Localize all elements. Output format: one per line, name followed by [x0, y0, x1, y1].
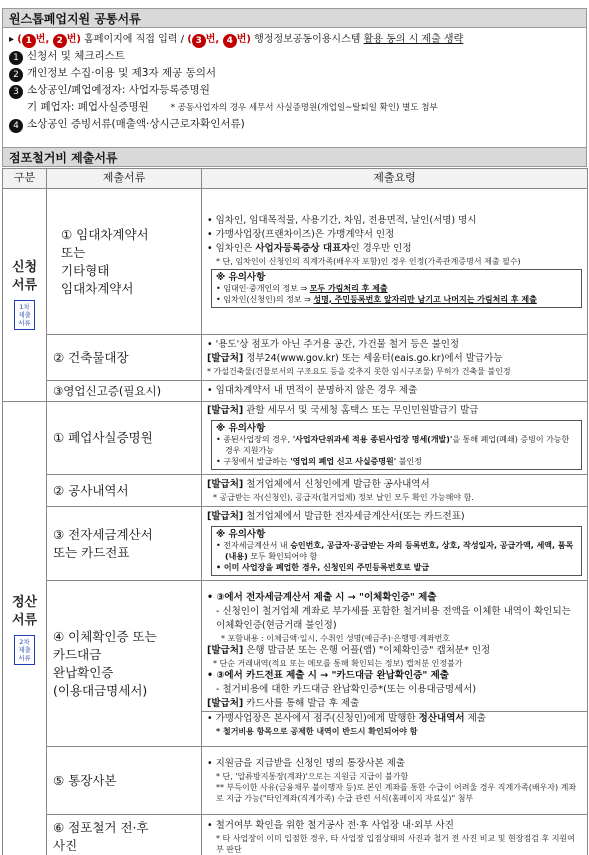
common-item-3b: 기 폐업자: 폐업사실증명원 * 공동사업자의 경우 세무서 사실증명원(개업일~탈퇴일 확인) 별도 첨부	[27, 101, 438, 113]
table-row	[3, 381, 588, 402]
demolition-documents-table	[2, 168, 588, 855]
common-item-4: 4 소상공인 증빙서류(매출액·상시근로자확인서류)	[9, 116, 580, 133]
table-header-row	[3, 169, 588, 189]
guide-tax-invoice: [발급처] 철거업체에서 발급한 전자세금계산서(또는 카드전표) ※ 유의사항 • 전자세금계산서 내 승인번호, 공급자·공급받는 자의 등록번호, 상호, 작성일자, 공급가액, 세액, 품목(내용) 모두 확인되어야 함 • 이미 사업장을 폐업한 경우, 신청인의 주민등록번호로 발급	[202, 507, 588, 581]
doc-store-photos: ⑥ 점포철거 전·후 사진	[47, 815, 202, 855]
doc-building-register: ② 건축물대장	[47, 335, 202, 381]
number-4-icon: 4	[223, 34, 237, 48]
doc-tax-invoice: ③ 전자세금계산서 또는 카드전표	[47, 507, 202, 581]
guide-transfer-confirmation: • ③에서 전자세금계산서 제출 시 → "이체확인증" 제출 - 신청인이 철거업체 계좌로 부가세를 포함한 철거비용 전액을 이체한 내역이 확인되는 이체확인증(현금거래 불인정) * 포함내용 : 이체금액·일시, 수취인 성명(예금주)·은행명·계좌번호 [발급처] 은행 발급분 또는 은행 어플(앱) "이체확인증" 캡처분* 인정 * 단순 거래내역(적요 또는 메모를 통해 확인되는 정보) 캡처분 인정불가 • ③에서 카드전표 제출 시 → "카드대금 완납확인증" 제출 - 철거비용에 대한 카드대금 완납확인증*(또는 이용대금명세서) [발급처] 카드사를 통해 발급 후 제출 • 가맹사업장은 본사에서 점주(신청인)에게 발행한 정산내역서 제출 * 철거비용 항목으로 공제한 내역이 반드시 확인되어야 함	[202, 581, 588, 747]
section1-title: 원스톱폐업지원 공통서류	[2, 8, 587, 28]
badge-second-submit: 2차 제출 서류	[14, 635, 35, 665]
table-row	[3, 507, 588, 581]
section2-title: 점포철거비 제출서류	[2, 147, 587, 167]
number-1-icon: 1	[22, 34, 36, 48]
guide-store-photos: • 철거여부 확인을 위한 철거공사 전·후 사업장 내·외부 사진 * 타 사업장이 이미 입점한 경우, 타 사업장 입점상태의 사진과 철거 전 사진 비교 및 현장점검 후 지원여부 판단	[202, 815, 588, 855]
common-documents-box	[2, 28, 587, 150]
table-row	[3, 335, 588, 381]
number-2-icon: 2	[9, 68, 23, 82]
item3-note: * 공동사업자의 경우 세무서 사실증명원(개업일~탈퇴일 확인) 별도 첨부	[170, 103, 438, 113]
table-row	[3, 189, 588, 335]
header-guide: 제출요령	[202, 169, 588, 189]
guide-bankbook-copy: • 지원금을 지급받을 신청인 명의 통장사본 제출 * 단, '압류방지통장(계좌)'으로는 지원금 지급이 불가함 ** 부득이한 사유(금융채무 불이행자 등)로 본인 계좌를 통한 수급이 어려울 경우 직계가족(배우자) 계좌로 지급 가능("타인계좌(직계가족) 수급 관련 서식(홈페이지 자료실)" 첨부	[202, 747, 588, 815]
guide-lease-contract: • 임차인, 임대목적물, 사용기간, 차임, 전용면적, 날인(서명) 명시 • 가맹사업장(프랜차이즈)은 가맹계약서 인정 • 임차인은 사업자등록증상 대표자인 경우만 인정 * 단, 임차인이 신청인의 직계가족(배우자 포함)인 경우 인정(가족관계증명서 제출 필수) ※ 유의사항 • 임대인·중개인의 정보 ⇒ 모두 가림처리 후 제출 • 임차인(신청인)의 정보 ⇒ 성명, 주민등록번호 앞자리만 남기고 나머지는 가림처리 후 제출	[202, 189, 588, 335]
number-3-icon: 3	[192, 34, 206, 48]
intro-red-2: ( 3 번, 4 번)	[187, 34, 251, 46]
guide-construction-statement: [발급처] 철거업체에서 신청인에게 발급한 공사내역서 * 공급받는 자(신청인), 공급자(철거업체) 정보 날인 모두 확인 가능해야 함.	[202, 475, 588, 507]
doc-bankbook-copy: ⑤ 통장사본	[47, 747, 202, 815]
table-row	[3, 815, 588, 855]
common-item-1: 1 신청서 및 체크리스트	[9, 48, 580, 65]
doc-transfer-confirmation: ④ 이체확인증 또는 카드대금 완납확인증 (이용대금명세서)	[47, 581, 202, 747]
intro-line	[9, 32, 580, 48]
intro-red-1: ( 1 번, 2 번)	[17, 34, 81, 46]
caution-box-closure: ※ 유의사항 • 종된사업장의 경우, '사업자단위과세 적용 종된사업장 명세(개발)'을 통해 폐업(폐쇄) 증빙이 가능한 경우 지원가능 • 구청에서 발급하는 '영업의 폐업 신고 사실증명원' 불인정	[211, 420, 582, 470]
triangle-icon: ▸	[9, 34, 15, 45]
caution-box-invoice: ※ 유의사항 • 전자세금계산서 내 승인번호, 공급자·공급받는 자의 등록번호, 상호, 작성일자, 공급가액, 세액, 품목(내용) 모두 확인되어야 함 • 이미 사업장을 폐업한 경우, 신청인의 주민등록번호로 발급	[211, 526, 582, 576]
header-document: 제출서류	[47, 169, 202, 189]
number-1-icon: 1	[9, 51, 23, 65]
table-row	[3, 475, 588, 507]
header-category: 구분	[3, 169, 47, 189]
caution-box-lease: ※ 유의사항 • 임대인·중개인의 정보 ⇒ 모두 가림처리 후 제출 • 임차인(신청인)의 정보 ⇒ 성명, 주민등록번호 앞자리만 남기고 나머지는 가림처리 후 제출	[211, 269, 582, 308]
guide-closure-certificate: [발급처] 관할 세무서 및 국세청 홈택스 또는 무인민원발급기 발급 ※ 유의사항 • 종된사업장의 경우, '사업자단위과세 적용 종된사업장 명세(개발)'을 통해 폐업(폐쇄) 증빙이 가능한 경우 지원가능 • 구청에서 발급하는 '영업의 폐업 신고 사실증명원' 불인정	[202, 402, 588, 475]
doc-closure-certificate: ① 폐업사실증명원	[47, 402, 202, 475]
number-2-icon: 2	[53, 34, 67, 48]
guide-business-report: • 임대차계약서 내 면적이 분명하지 않은 경우 제출	[202, 381, 588, 402]
category-application: 신청 서류 1차 제출 서류	[3, 189, 47, 402]
table-row	[3, 747, 588, 815]
common-item-2: 2 개인정보 수집·이용 및 제3자 제공 동의서	[9, 65, 580, 82]
number-3-icon: 3	[9, 85, 23, 99]
intro-text-1: 홈페이지에 직접 입력 /	[80, 34, 188, 45]
intro-text-3: 활용 동의 시 제출 생략	[363, 34, 464, 45]
category-settlement: 정산 서류 2차 제출 서류	[3, 402, 47, 855]
common-item-3: 3 소상공인/폐업예정자: 사업자등록증명원	[9, 82, 580, 99]
badge-first-submit: 1차 제출 서류	[14, 300, 35, 330]
table-row	[3, 402, 588, 475]
guide-building-register: • '용도'상 점포가 아닌 주거용 공간, 가건물 철거 등은 불인정 [발급처] 정부24(www.gov.kr) 또는 세움터(eais.go.kr)에서 발급가능 * 가설건축물(건물로서의 구조요도 등을 갖추지 못한 임시구조물) 무허가 건축물 불인정	[202, 335, 588, 381]
intro-text-2: 행정정보공동이용시스템	[250, 34, 364, 45]
doc-construction-statement: ② 공사내역서	[47, 475, 202, 507]
doc-lease-contract: ① 임대차계약서 또는 기타형태 임대차계약서	[47, 189, 202, 335]
number-4-icon: 4	[9, 119, 23, 133]
table-row	[3, 581, 588, 747]
doc-business-report: ③영업신고증(필요시)	[47, 381, 202, 402]
